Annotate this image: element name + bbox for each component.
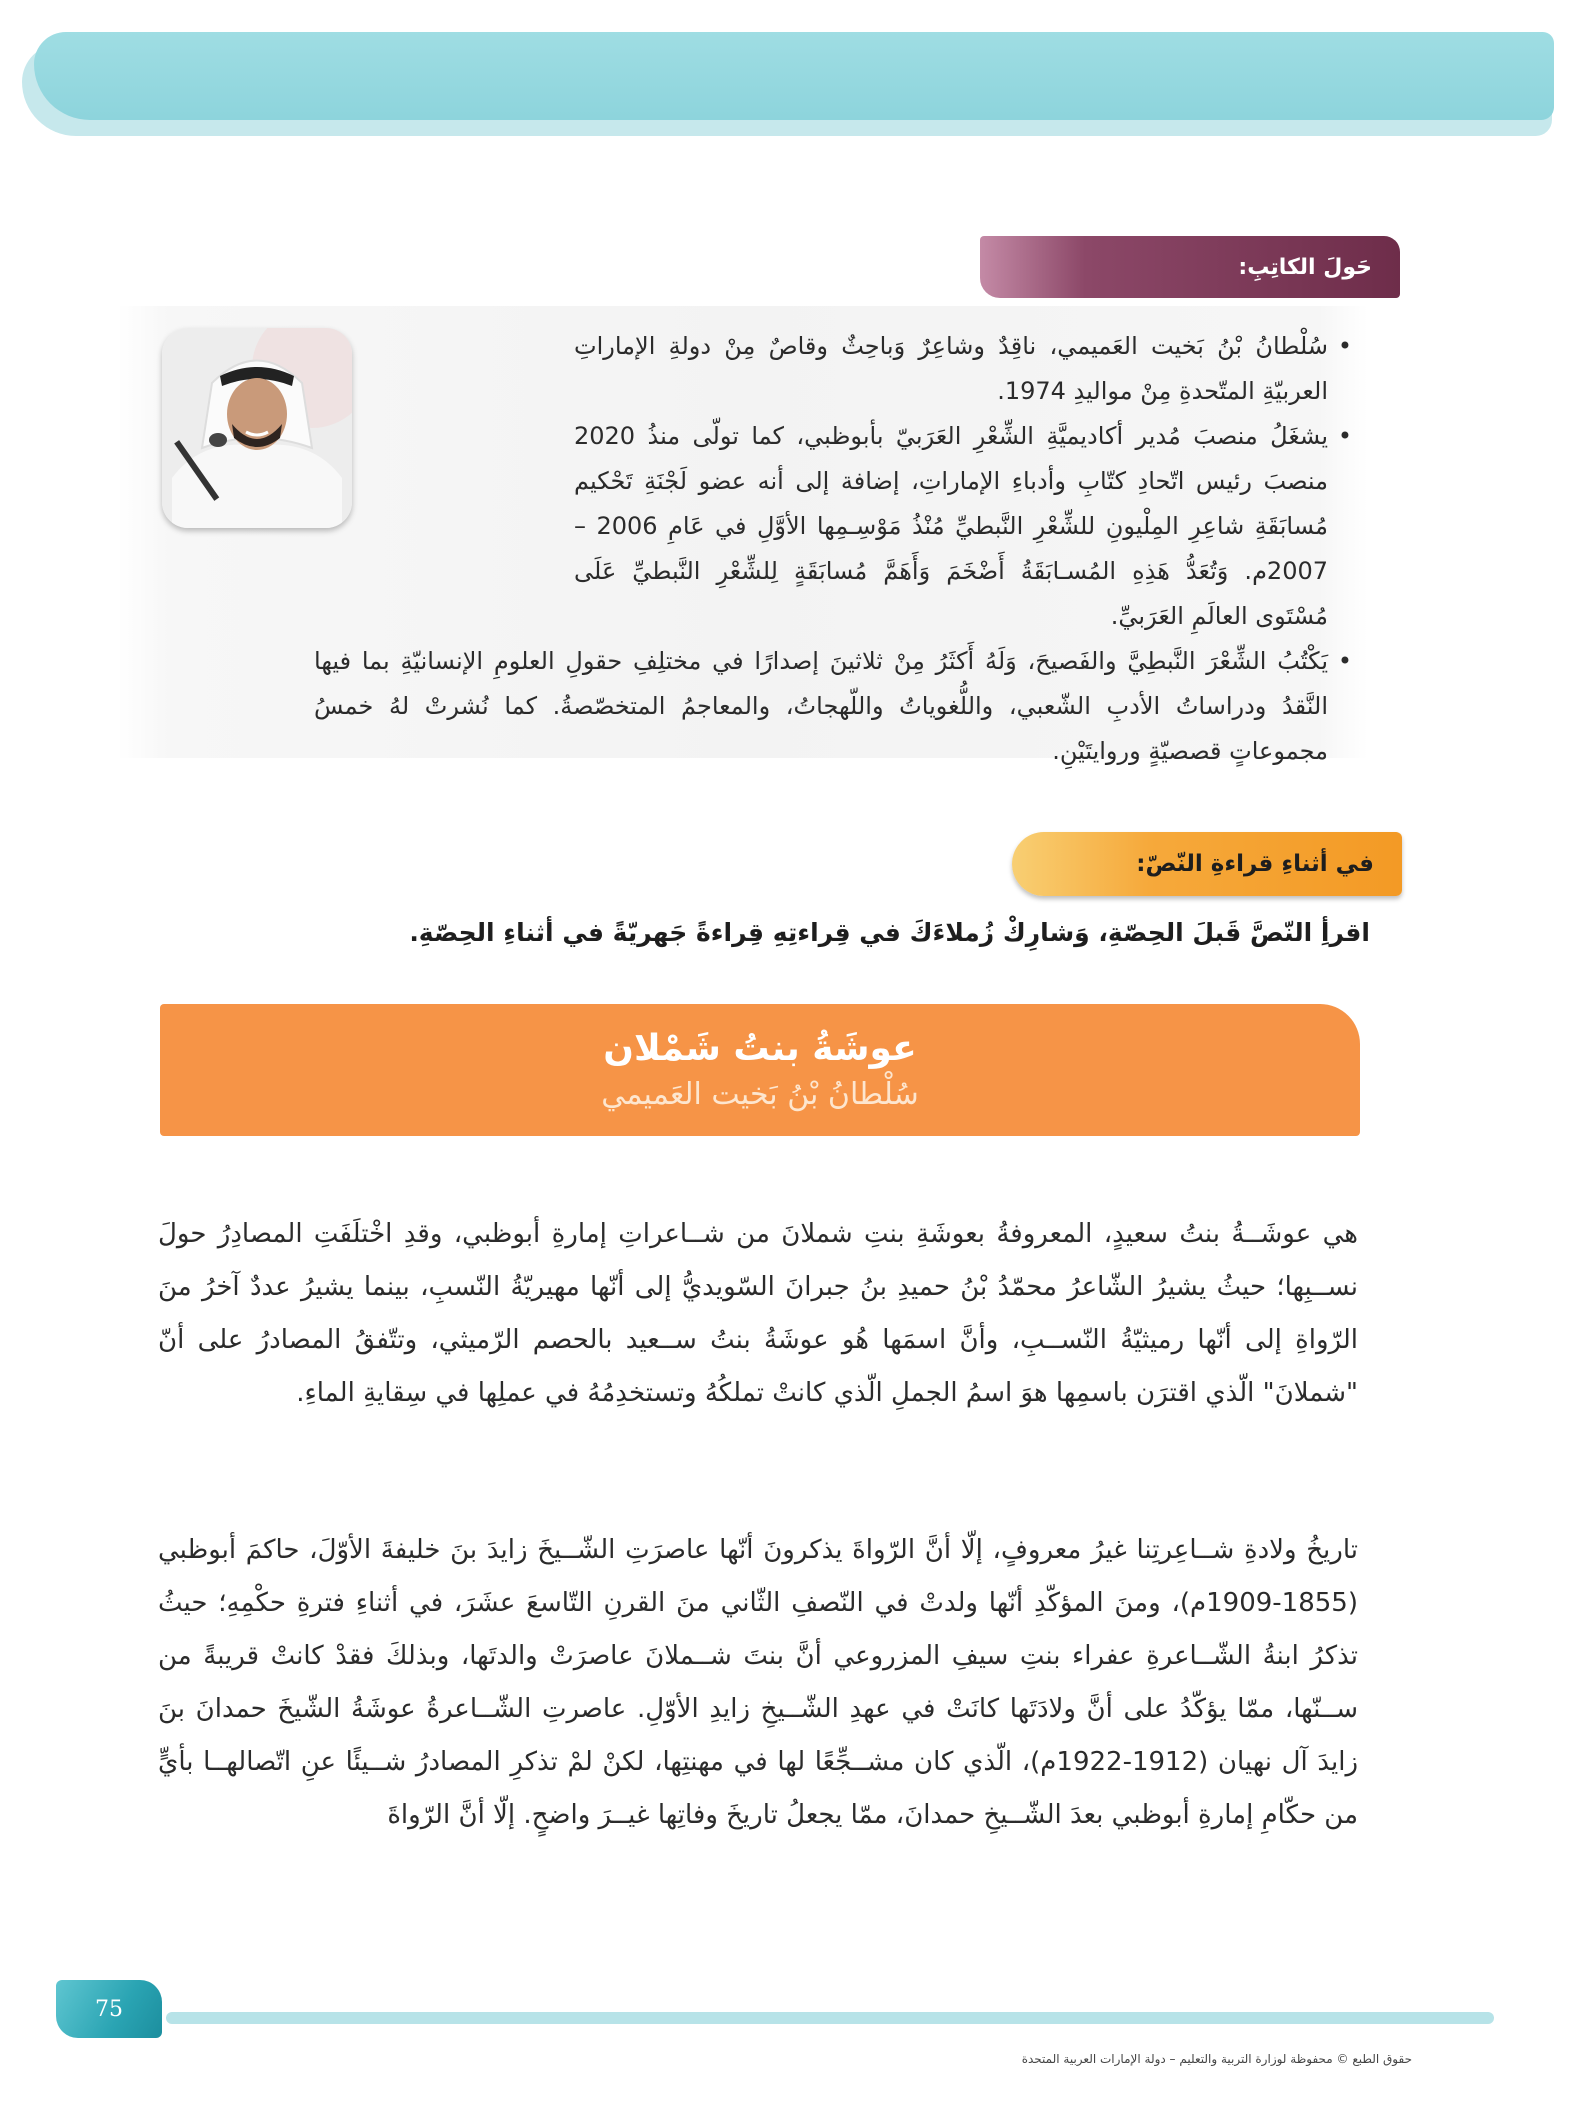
writer-bullet-list	[314, 324, 1354, 774]
writer-bullet: • يشغَلُ منصبَ مُدير أكاديميَّةِ الشِّعْرِ العَرَبيّ بأبوظبي، كما تولّى منذُ 2020 منصبَ رئيس اتّحادِ كتّابِ وأدباءِ الإماراتِ، إضافة إلى أنه عضو لَجْنَةِ تَحْكيم مُسابَقَةِ شاعِرِ المِلْيونِ للشِّعْرِ النَّبطيِّ مُنْذُ مَوْسِـمِها الأوَّلِ في عَامِ 2006 – 2007م. وَتُعَدُّ هَذِهِ المُسـابَقَةُ أَضْخَمَ وَأَهَمَّ مُسابَقَةٍ لِلشِّعْرِ النَّبطيِّ عَلَى مُسْتَوى العالَمِ العَرَبيِّ.	[574, 414, 1354, 639]
author-photo	[162, 328, 352, 528]
page-number: 75	[56, 1980, 162, 2038]
poem-author: سُلْطانُ بْنُ بَخيت العَميمي	[601, 1077, 919, 1112]
about-writer-heading: حَولَ الكاتِبِ:	[980, 236, 1400, 298]
writer-bullet: • يَكْتُبُ الشِّعْرَ النَّبطِيَّ والفَصيحَ، وَلَهُ أَكثَرُ مِنْ ثلاثينَ إصدارًا في مختلِفِ حقولِ العلومِ الإنسانيّةِ بما فيها النَّقدُ ودراساتُ الأدبِ الشّعبي، واللُّغوياتُ واللّهجاتُ، والمعاجمُ المتخصّصةُ. كما نُشرتْ لهُ خمسُ مجموعاتٍ قصصيّةٍ وروايتَيْنِ.	[314, 639, 1354, 774]
copyright-notice: حقوق الطبع © محفوظة لوزارة التربية والتعليم – دولة الإمارات العربية المتحدة	[1021, 2052, 1412, 2066]
poem-title: عوشَةُ بنتُ شَمْلان	[603, 1028, 917, 1069]
reading-instruction: اقرأِ النّصَّ قَبلَ الحِصّةِ، وَشارِكْ زُملاءَكَ في قِراءتِهِ قِراءةً جَهريّةً في أثناءِ الحِصّةِ.	[409, 918, 1370, 947]
body-paragraph: تاريخُ ولادةِ شــاعِرتِنا غيرُ معروفٍ، إلّا أنَّ الرّواةَ يذكرونَ أنّها عاصرَتِ الشّــيخَ زايدَ بنَ خليفةَ الأوّلَ، حاكمَ أبوظبي (1855-1909م)، ومنَ المؤكّدِ أنّها ولدتْ في النّصفِ الثّاني منَ القرنِ التّاسعَ عشَرَ، في أثناءِ فترةِ حكْمِهِ؛ حيثُ تذكرُ ابنةُ الشّــاعرةِ عفراء بنتِ سيفِ المزروعي أنَّ بنتَ شــملانَ عاصرَتْ والدتَها، وبذلكَ فقدْ كانتْ قريبةً من ســنّها، ممّا يؤكّدُ على أنَّ ولادَتَها كانَتْ في عهدِ الشّــيخِ زايدِ الأوّلِ. عاصرتِ الشّــاعرةُ عوشَةُ الشّيخَ حمدانَ بنَ زايدَ آل نهيان (1912-1922م)، الّذي كان مشــجِّعًا لها في مهنتِها، لكنْ لمْ تذكرِ المصادرُ شــيئًا عنِ اتّصالهــا بأيٍّ من حكّامِ إمارةِ أبوظبي بعدَ الشّــيخِ حمدانَ، ممّا يجعلُ تاريخَ وفاتِها غيــرَ واضحٍ. إلّا أنَّ الرّواةَ	[158, 1535, 1359, 1830]
footer-line	[166, 2012, 1494, 2024]
writer-bullet: • سُلْطانُ بْنُ بَخيت العَميمي، ناقِدٌ وشاعِرٌ وَباحِثٌ وقاصٌ مِنْ دولةِ الإماراتِ العربيّةِ المتّحدةِ مِنْ مواليدِ 1974.	[574, 324, 1354, 414]
poem-title-banner	[160, 1004, 1360, 1136]
body-paragraph: هي عوشَــةُ بنتُ سعيدٍ، المعروفةُ بعوشَةِ بنتِ شملانَ من شــاعراتِ إمارةِ أبوظبي، وقدِ اخْتلَفَتِ المصادِرُ حولَ نســبِها؛ حيثُ يشيرُ الشّاعرُ محمّدُ بْنُ حميدِ بنُ جبرانَ السّويديُّ إلى أنّها مهيريّةُ النّسبِ، بينما يشيرُ عددٌ آخرُ منَ الرّواةِ إلى أنّها رميثيّةُ النّســبِ، وأنَّ اسمَها هُو عوشَةُ بنتُ ســعيد بالحصم الرّميثي، وتتّفقُ المصادرُ على أنّ "شملانَ" الّذي اقترَن باسمِها هوَ اسمُ الجملِ الّذي كانتْ تملكُهُ وتستخدِمُهُ في عملِها في سِقايةِ الماءِ.	[158, 1219, 1358, 1408]
about-writer-box	[118, 306, 1368, 765]
header-band	[34, 32, 1554, 120]
while-reading-heading: في أثناءِ قراءةِ النّصّ:	[1012, 832, 1402, 896]
